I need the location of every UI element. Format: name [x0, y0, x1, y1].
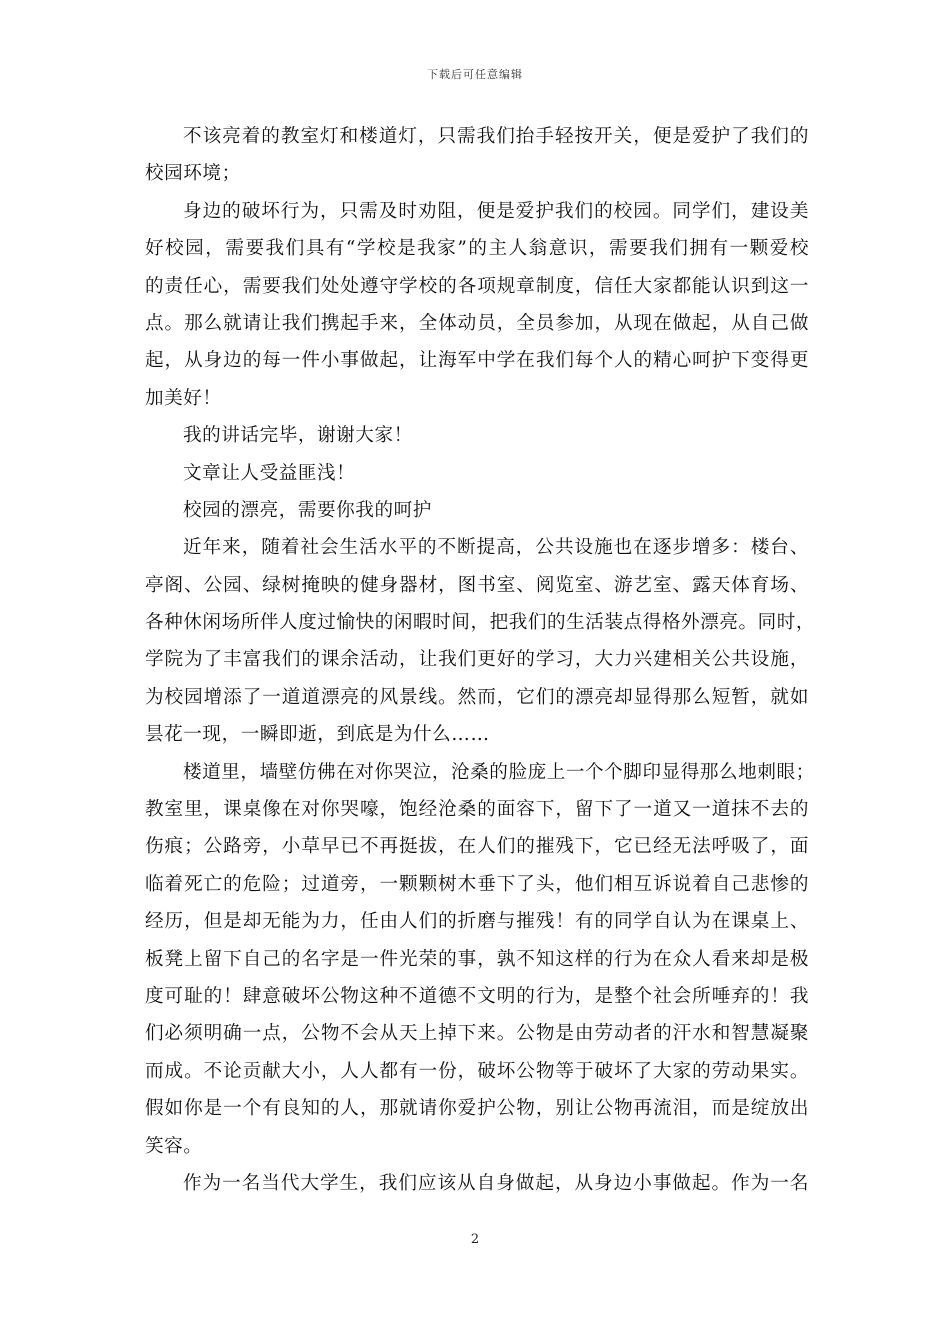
- text-line: 好校园，需要我们具有“学校是我家”的主人翁意识，需要我们拥有一颗爱校: [145, 238, 809, 260]
- text-line: 的责任心，需要我们处处遵守学校的各项规章制度，信任大家都能认识到这一: [145, 275, 809, 297]
- text-line: 笑容。: [145, 1135, 203, 1157]
- text-line: 作为一名当代大学生，我们应该从自身做起，从身边小事做起。作为一名: [183, 1172, 809, 1194]
- text-line: 我的讲话完毕，谢谢大家！: [183, 425, 413, 447]
- text-line: 学院为了丰富我们的课余活动，让我们更好的学习，大力兴建相关公共设施，: [145, 649, 809, 671]
- page-number: 2: [470, 1232, 480, 1247]
- text-line: 楼道里，墙壁仿佛在对你哭泣，沧桑的脸庞上一个个脚印显得那么地刺眼；: [183, 761, 815, 783]
- text-line: 教室里，课桌像在对你哭嚎，饱经沧桑的面容下，留下了一道又一道抹不去的: [145, 799, 809, 821]
- text-line: 加美好！: [145, 387, 222, 409]
- text-line: 不该亮着的教室灯和楼道灯，只需我们抬手轻按开关，便是爱护了我们的: [183, 126, 809, 147]
- page-header: 下载后可任意编辑: [427, 68, 523, 81]
- text-line: 文章让人受益匪浅！: [183, 462, 356, 484]
- text-line: 起，从身边的每一件小事做起，让海军中学在我们每个人的精心呵护下变得更: [145, 350, 809, 372]
- text-line: 校园环境；: [145, 163, 241, 185]
- text-line: 而成。不论贡献大小，人人都有一份，破坏公物等于破坏了大家的劳动果实。: [145, 1060, 809, 1082]
- text-line: 度可耻的！肆意破坏公物这种不道德不文明的行为，是整个社会所唾弃的！我: [145, 985, 809, 1007]
- text-line: 假如你是一个有良知的人，那就请你爱护公物，别让公物再流泪，而是绽放出: [145, 1098, 809, 1120]
- text-line: 昙花一现，一瞬即逝，到底是为什么……: [145, 724, 490, 746]
- text-line: 近年来，随着社会生活水平的不断提高，公共设施也在逐步增多：楼台、: [183, 537, 809, 559]
- text-line: 们必须明确一点，公物不会从天上掉下来。公物是由劳动者的汗水和智慧凝聚: [145, 1023, 809, 1045]
- text-line: 点。那么就请让我们携起手来，全体动员，全员参加，从现在做起，从自己做: [145, 312, 809, 334]
- text-line: 亭阁、公园、绿树掩映的健身器材，图书室、阅览室、游艺室、露天体育场、: [145, 574, 809, 596]
- document-body: [145, 118, 816, 1202]
- text-line: 各种休闲场所伴人度过愉快的闲暇时间，把我们的生活装点得格外漂亮。同时，: [145, 612, 816, 634]
- text-line: 经历，但是却无能为力，任由人们的折磨与摧残！有的同学自认为在课桌上、: [145, 911, 809, 933]
- text-line: 为校园增添了一道道漂亮的风景线。然而，它们的漂亮却显得那么短暂，就如: [145, 686, 809, 708]
- text-line: 校园的漂亮，需要你我的呵护: [183, 499, 432, 521]
- text-line: 伤痕；公路旁，小草早已不再挺拔，在人们的摧残下，它已经无法呼吸了，面: [145, 836, 809, 858]
- text-line: 身边的破坏行为，只需及时劝阻，便是爱护我们的校园。同学们，建设美: [183, 200, 809, 222]
- text-line: 板凳上留下自己的名字是一件光荣的事，孰不知这样的行为在众人看来却是极: [145, 948, 809, 970]
- text-line: 临着死亡的危险；过道旁，一颗颗树木垂下了头，他们相互诉说着自己悲惨的: [145, 873, 809, 895]
